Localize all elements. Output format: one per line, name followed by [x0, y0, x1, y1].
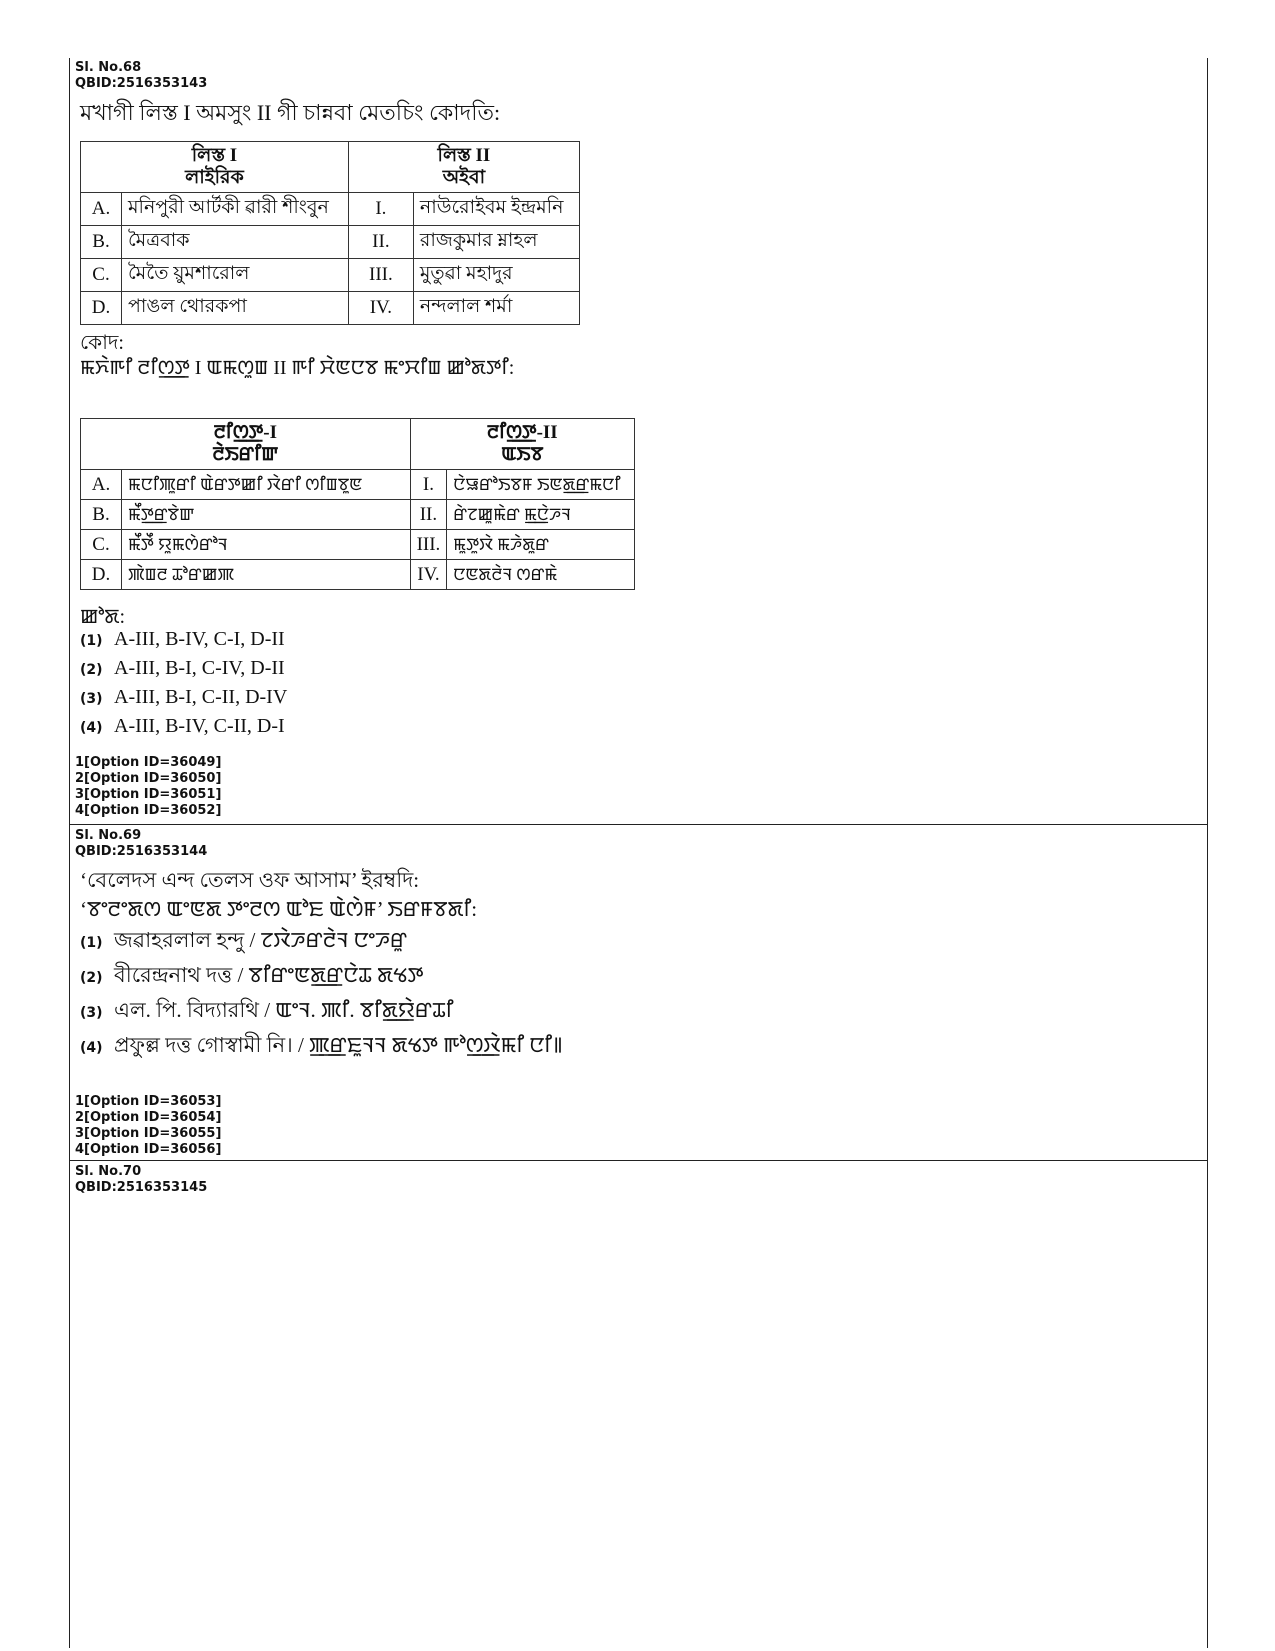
question-meta [70, 1160, 1207, 1196]
qbid: QBID:2516353144 [75, 844, 208, 859]
page-frame [69, 58, 1208, 1648]
question-70 [70, 1160, 1207, 1196]
list2-header: লিস্ত II অইবা [348, 142, 579, 193]
table-row: C. ꯃꯩꯇꯩ ꯌꯨꯃꯁꯥꯔꯣꯜ III. ꯃꯨꯇꯨꯋꯥ ꯃꯍꯥꯗꯨꯔ [81, 530, 635, 560]
table-row: C. মৈতৈ য়ুমশারোল III. মুতুৱা মহাদুর [81, 259, 580, 292]
options-list [80, 628, 287, 744]
table-row: B. মৈত্রবাক II. রাজকুমার ম্নাহল [81, 226, 580, 259]
code-label-meitei: ꯀꯣꯗ: [80, 606, 126, 628]
table-row: A. ꯃꯅꯤꯄꯨꯔꯤ ꯑꯥꯔꯇꯀꯤ ꯋꯥꯔꯤ ꯁꯤꯡꯕꯨꯟ I. ꯅꯥꯎꯔꯣꯏꯕꯝ ꯏꯟꯗ꯭ꯔꯃꯅꯤ [81, 470, 635, 500]
prompt-meitei: ꯃꯈꯥꯒꯤ ꯂꯤꯁ꯭ꯇ I ꯑꯃꯁꯨꯡ II ꯒꯤ ꯆꯥꯟꯅꯕ ꯃꯦꯆꯤꯡ ꯀꯣꯗꯇꯤ: [80, 357, 515, 379]
table-row: D. ꯄꯥꯡꯂ ꯊꯣꯔꯀꯄ IV. ꯅꯟꯗꯂꯥꯜ ꯁꯔꯃꯥ [81, 560, 635, 590]
option-3[interactable]: (3) এল. পি. বিদ্যারথি / ꯑꯦꯜ. ꯄꯤ. ꯕꯤꯗ꯭ꯌꯥꯔꯊꯤ [80, 998, 454, 1022]
option-3[interactable]: (3) A-III, B-I, C-II, D-IV [80, 686, 288, 708]
option-ids: 1[Option ID=36049] 2[Option ID=36050] 3[Option ID=36051] 4[Option ID=36052] [75, 755, 222, 818]
match-table-bengali [80, 141, 580, 325]
table-row: B. ꯃꯩꯇ꯭ꯔꯕꯥꯛ II. ꯔꯥꯖꯀꯨꯃꯥꯔ ꯃ꯭ꯅꯥꯍꯜ [81, 500, 635, 530]
question-meta [70, 60, 207, 92]
option-1[interactable]: (1) জৱাহরলাল হন্দু / ꯖꯋꯥꯍꯔꯂꯥꯜ ꯅꯦꯍꯔꯨ [80, 928, 408, 952]
option-ids: 1[Option ID=36053] 2[Option ID=36054] 3[Option ID=36055] 4[Option ID=36056] [75, 1094, 222, 1157]
question-69 [70, 824, 1207, 1161]
serial-number: Sl. No.68 [75, 60, 142, 75]
list1-header: ꯂꯤꯁ꯭ꯇ-I ꯂꯥꯏꯔꯤꯛ [81, 419, 411, 470]
qbid: QBID:2516353143 [75, 76, 208, 91]
prompt-bengali: ‘বেলেদস এন্দ তেলস ওফ আসাম’ ইরম্বদি: [80, 868, 420, 892]
serial-number: Sl. No.70 [75, 1164, 142, 1179]
option-4[interactable]: (4) A-III, B-IV, C-II, D-I [80, 715, 285, 737]
code-label-bengali: কোদ: [80, 332, 124, 354]
question-meta [70, 828, 207, 860]
match-table-meitei [80, 418, 635, 590]
prompt-bengali: মখাগী লিস্ত I অমসুং II গী চান্নবা মেতচিং কোদতি: [80, 100, 501, 125]
question-68 [70, 58, 1207, 825]
option-1[interactable]: (1) A-III, B-IV, C-I, D-II [80, 628, 285, 650]
list1-header: লিস্ত I লাইরিক [81, 142, 349, 193]
options-list [80, 924, 563, 1064]
prompt-meitei: ‘ꯕꯦꯂꯦꯗꯁ ꯑꯦꯟꯗ ꯇꯦꯂꯁ ꯑꯣꯐ ꯑꯥꯁꯥꯝ’ ꯏꯔꯝꯕꯗꯤ: [80, 897, 478, 921]
table-row: A. মনিপুরী আর্টকী ৱারী শীংবুন I. নাউরোইবম ইন্দ্রমনি [81, 193, 580, 226]
list2-header: ꯂꯤꯁ꯭ꯇ-II ꯑꯏꯕ [410, 419, 634, 470]
qbid: QBID:2516353145 [75, 1180, 208, 1195]
option-2[interactable]: (2) বীরেন্দ্রনাথ দত্ত / ꯕꯤꯔꯦꯟꯗ꯭ꯔꯅꯥꯊ ꯗꯠꯇ [80, 963, 424, 987]
table-row: D. পাঙল থোরকপা IV. নন্দলাল শর্মা [81, 292, 580, 325]
option-2[interactable]: (2) A-III, B-I, C-IV, D-II [80, 657, 285, 679]
serial-number: Sl. No.69 [75, 828, 142, 843]
option-4[interactable]: (4) প্রফুল্ল দত্ত গোস্বামী নি। / ꯄ꯭ꯔꯐꯨꯜꯜ ꯗꯠꯇ ꯒꯣꯁ꯭ꯋꯥꯃꯤ ꯅꯤ꯫ [80, 1033, 563, 1057]
